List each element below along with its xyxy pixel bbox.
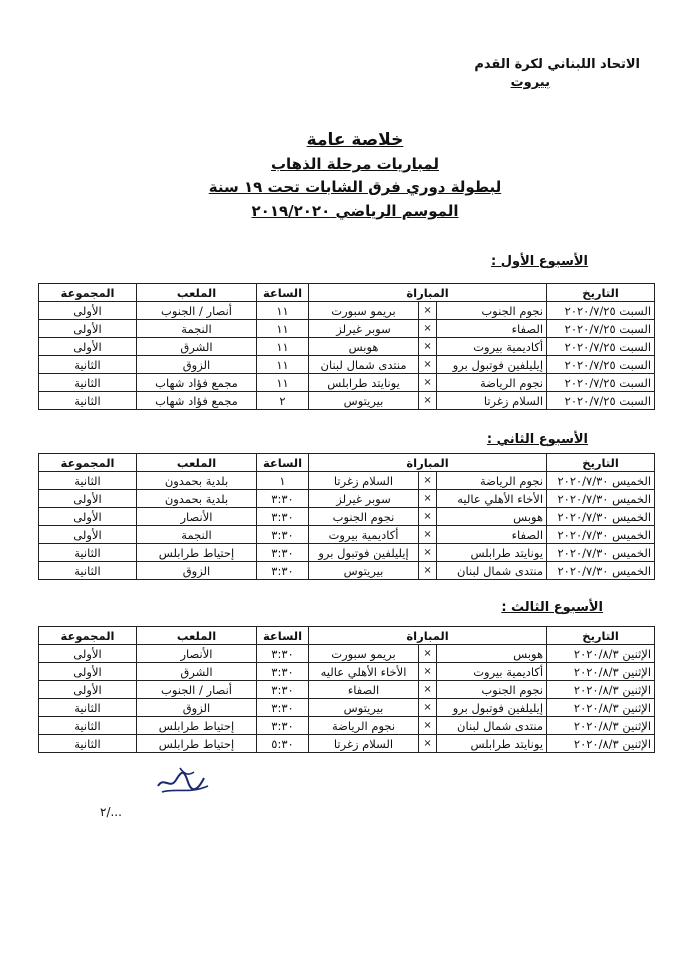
- venue-name: الشرق: [137, 338, 257, 356]
- match-date: السبت ٢٠٢٠/٧/٢٥: [547, 302, 655, 320]
- header-time: الساعة: [257, 627, 309, 645]
- venue-name: الشرق: [137, 663, 257, 681]
- table-row: [39, 645, 655, 663]
- match-date: الإثنين ٢٠٢٠/٨/٣: [547, 735, 655, 753]
- kickoff-time: ١١: [257, 302, 309, 320]
- header-group: المجموعة: [39, 627, 137, 645]
- table-row: [39, 338, 655, 356]
- group-name: الثانية: [39, 699, 137, 717]
- table-row: [39, 663, 655, 681]
- home-team: أكاديمية بيروت: [437, 663, 547, 681]
- week-label: الأسبوع الثاني :: [486, 432, 588, 447]
- away-team: بيريتوس: [309, 562, 419, 580]
- org-city: بيروت: [510, 75, 550, 90]
- match-date: الخميس ٢٠٢٠/٧/٣٠: [547, 508, 655, 526]
- venue-name: الزوق: [137, 562, 257, 580]
- group-name: الأولى: [39, 526, 137, 544]
- week-label: الأسبوع الأول :: [490, 254, 588, 269]
- kickoff-time: ١: [257, 472, 309, 490]
- versus-mark: ×: [419, 544, 437, 562]
- venue-name: النجمة: [137, 320, 257, 338]
- group-name: الثانية: [39, 562, 137, 580]
- table-row: [39, 392, 655, 410]
- group-name: الثانية: [39, 392, 137, 410]
- away-team: بريمو سبورت: [309, 302, 419, 320]
- match-date: الإثنين ٢٠٢٠/٨/٣: [547, 699, 655, 717]
- match-date: السبت ٢٠٢٠/٧/٢٥: [547, 392, 655, 410]
- match-date: السبت ٢٠٢٠/٧/٢٥: [547, 338, 655, 356]
- home-team: يونايتد طرابلس: [437, 544, 547, 562]
- header-time: الساعة: [257, 284, 309, 302]
- venue-name: إحتياط طرابلس: [137, 735, 257, 753]
- group-name: الثانية: [39, 544, 137, 562]
- header-date: التاريخ: [547, 284, 655, 302]
- away-team: نجوم الرياضة: [309, 717, 419, 735]
- group-name: الأولى: [39, 645, 137, 663]
- page-marker: ٢/...: [100, 805, 122, 819]
- versus-mark: ×: [419, 681, 437, 699]
- home-team: إيليلفين فوتبول برو: [437, 356, 547, 374]
- kickoff-time: ٣:٣٠: [257, 699, 309, 717]
- versus-mark: ×: [419, 472, 437, 490]
- kickoff-time: ١١: [257, 320, 309, 338]
- home-team: إيليلفين فوتبول برو: [437, 699, 547, 717]
- table-header-row: [39, 284, 655, 302]
- versus-mark: ×: [419, 490, 437, 508]
- table-row: [39, 544, 655, 562]
- versus-mark: ×: [419, 320, 437, 338]
- home-team: منتدى شمال لبنان: [437, 717, 547, 735]
- header-group: المجموعة: [39, 284, 137, 302]
- group-name: الأولى: [39, 508, 137, 526]
- org-name: الاتحاد اللبناني لكرة القدم: [474, 57, 640, 72]
- home-team: السلام زغرتا: [437, 392, 547, 410]
- home-team: نجوم الجنوب: [437, 681, 547, 699]
- home-team: أكاديمية بيروت: [437, 338, 547, 356]
- kickoff-time: ٣:٣٠: [257, 717, 309, 735]
- versus-mark: ×: [419, 699, 437, 717]
- header-venue: الملعب: [137, 454, 257, 472]
- match-date: السبت ٢٠٢٠/٧/٢٥: [547, 374, 655, 392]
- venue-name: إحتياط طرابلس: [137, 544, 257, 562]
- away-team: أكاديمية بيروت: [309, 526, 419, 544]
- group-name: الأولى: [39, 490, 137, 508]
- versus-mark: ×: [419, 526, 437, 544]
- home-team: يونايتد طرابلس: [437, 735, 547, 753]
- venue-name: النجمة: [137, 526, 257, 544]
- kickoff-time: ٣:٣٠: [257, 645, 309, 663]
- away-team: بيريتوس: [309, 699, 419, 717]
- home-team: منتدى شمال لبنان: [437, 562, 547, 580]
- kickoff-time: ١١: [257, 338, 309, 356]
- kickoff-time: ٢: [257, 392, 309, 410]
- table-row: [39, 356, 655, 374]
- table-row: [39, 526, 655, 544]
- away-team: منتدى شمال لبنان: [309, 356, 419, 374]
- versus-mark: ×: [419, 735, 437, 753]
- table-row: [39, 735, 655, 753]
- venue-name: إحتياط طرابلس: [137, 717, 257, 735]
- away-team: الأخاء الأهلي عاليه: [309, 663, 419, 681]
- venue-name: بلدية بحمدون: [137, 490, 257, 508]
- header-match: المباراة: [309, 627, 547, 645]
- table-header-row: [39, 627, 655, 645]
- home-team: نجوم الجنوب: [437, 302, 547, 320]
- venue-name: مجمع فؤاد شهاب: [137, 392, 257, 410]
- organization-header: [380, 56, 640, 92]
- header-venue: الملعب: [137, 284, 257, 302]
- table-row: [39, 374, 655, 392]
- group-name: الثانية: [39, 735, 137, 753]
- versus-mark: ×: [419, 374, 437, 392]
- table-header-row: [39, 454, 655, 472]
- home-team: الأخاء الأهلي عاليه: [437, 490, 547, 508]
- group-name: الثانية: [39, 717, 137, 735]
- match-date: الإثنين ٢٠٢٠/٨/٣: [547, 681, 655, 699]
- kickoff-time: ٣:٣٠: [257, 526, 309, 544]
- table-row: [39, 699, 655, 717]
- venue-name: الأنصار: [137, 508, 257, 526]
- header-venue: الملعب: [137, 627, 257, 645]
- table-row: [39, 681, 655, 699]
- match-date: الإثنين ٢٠٢٠/٨/٣: [547, 663, 655, 681]
- table-row: [39, 302, 655, 320]
- table-row: [39, 717, 655, 735]
- away-team: سوبر غيرلز: [309, 320, 419, 338]
- home-team: هوبس: [437, 645, 547, 663]
- away-team: السلام زغرتا: [309, 735, 419, 753]
- versus-mark: ×: [419, 356, 437, 374]
- group-name: الأولى: [39, 681, 137, 699]
- home-team: نجوم الرياضة: [437, 472, 547, 490]
- table-row: [39, 490, 655, 508]
- header-date: التاريخ: [547, 627, 655, 645]
- away-team: السلام زغرتا: [309, 472, 419, 490]
- match-date: الخميس ٢٠٢٠/٧/٣٠: [547, 490, 655, 508]
- venue-name: الزوق: [137, 699, 257, 717]
- header-group: المجموعة: [39, 454, 137, 472]
- away-team: نجوم الجنوب: [309, 508, 419, 526]
- schedule-table: [38, 453, 655, 580]
- venue-name: الزوق: [137, 356, 257, 374]
- versus-mark: ×: [419, 338, 437, 356]
- match-date: الخميس ٢٠٢٠/٧/٣٠: [547, 526, 655, 544]
- schedule-table: [38, 283, 655, 410]
- versus-mark: ×: [419, 717, 437, 735]
- home-team: الصفاء: [437, 526, 547, 544]
- home-team: الصفاء: [437, 320, 547, 338]
- match-date: الخميس ٢٠٢٠/٧/٣٠: [547, 472, 655, 490]
- away-team: بريمو سبورت: [309, 645, 419, 663]
- match-date: السبت ٢٠٢٠/٧/٢٥: [547, 320, 655, 338]
- header-time: الساعة: [257, 454, 309, 472]
- home-team: هوبس: [437, 508, 547, 526]
- doc-title: خلاصة عامة: [306, 130, 404, 150]
- match-date: الخميس ٢٠٢٠/٧/٣٠: [547, 562, 655, 580]
- versus-mark: ×: [419, 392, 437, 410]
- match-date: الإثنين ٢٠٢٠/٨/٣: [547, 645, 655, 663]
- kickoff-time: ٣:٣٠: [257, 681, 309, 699]
- group-name: الثانية: [39, 374, 137, 392]
- doc-subtitle-stage: لمباريات مرحلة الذهاب: [270, 155, 440, 173]
- away-team: الصفاء: [309, 681, 419, 699]
- table-row: [39, 562, 655, 580]
- away-team: يونايتد طرابلس: [309, 374, 419, 392]
- versus-mark: ×: [419, 663, 437, 681]
- versus-mark: ×: [419, 302, 437, 320]
- table-row: [39, 472, 655, 490]
- versus-mark: ×: [419, 562, 437, 580]
- away-team: إيليلفين فوتبول برو: [309, 544, 419, 562]
- header-match: المباراة: [309, 454, 547, 472]
- doc-subtitle-season: الموسم الرياضي ٢٠١٩/٢٠٢٠: [251, 202, 459, 220]
- venue-name: أنصار / الجنوب: [137, 681, 257, 699]
- match-date: السبت ٢٠٢٠/٧/٢٥: [547, 356, 655, 374]
- home-team: نجوم الرياضة: [437, 374, 547, 392]
- venue-name: أنصار / الجنوب: [137, 302, 257, 320]
- doc-subtitle-league: لبطولة دوري فرق الشابات تحت ١٩ سنة: [208, 178, 502, 196]
- group-name: الثانية: [39, 356, 137, 374]
- table-row: [39, 320, 655, 338]
- kickoff-time: ١١: [257, 356, 309, 374]
- kickoff-time: ٣:٣٠: [257, 490, 309, 508]
- venue-name: الأنصار: [137, 645, 257, 663]
- kickoff-time: ١١: [257, 374, 309, 392]
- group-name: الأولى: [39, 320, 137, 338]
- group-name: الأولى: [39, 663, 137, 681]
- kickoff-time: ٣:٣٠: [257, 663, 309, 681]
- venue-name: بلدية بحمدون: [137, 472, 257, 490]
- group-name: الأولى: [39, 338, 137, 356]
- header-match: المباراة: [309, 284, 547, 302]
- group-name: الثانية: [39, 472, 137, 490]
- venue-name: مجمع فؤاد شهاب: [137, 374, 257, 392]
- table-row: [39, 508, 655, 526]
- versus-mark: ×: [419, 508, 437, 526]
- kickoff-time: ٥:٣٠: [257, 735, 309, 753]
- versus-mark: ×: [419, 645, 437, 663]
- away-team: سوبر غيرلز: [309, 490, 419, 508]
- kickoff-time: ٣:٣٠: [257, 508, 309, 526]
- kickoff-time: ٣:٣٠: [257, 562, 309, 580]
- away-team: بيريتوس: [309, 392, 419, 410]
- handwritten-signature: [150, 760, 220, 800]
- group-name: الأولى: [39, 302, 137, 320]
- match-date: الإثنين ٢٠٢٠/٨/٣: [547, 717, 655, 735]
- header-date: التاريخ: [547, 454, 655, 472]
- schedule-table: [38, 626, 655, 753]
- match-date: الخميس ٢٠٢٠/٧/٣٠: [547, 544, 655, 562]
- week-label: الأسبوع الثالث :: [501, 600, 603, 615]
- kickoff-time: ٣:٣٠: [257, 544, 309, 562]
- away-team: هوبس: [309, 338, 419, 356]
